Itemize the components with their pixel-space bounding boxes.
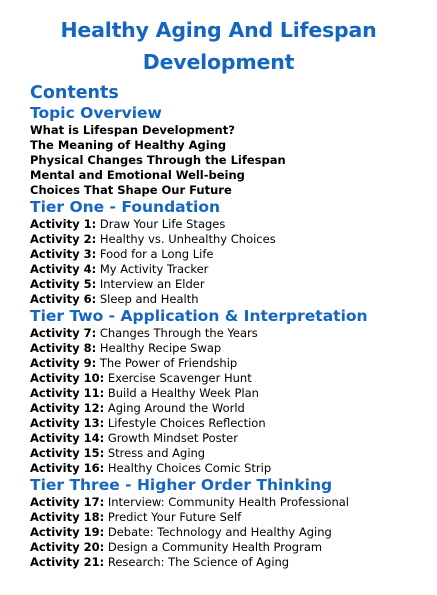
activity-label: Activity 17: — [30, 495, 105, 509]
table-of-contents — [30, 104, 430, 570]
activity-item — [30, 446, 430, 461]
activity-title: Predict Your Future Self — [107, 510, 242, 524]
activity-item — [30, 217, 430, 232]
activity-title: Healthy Choices Comic Strip — [107, 461, 272, 475]
activity-label: Activity 7: — [30, 326, 97, 340]
activity-item — [30, 540, 430, 555]
activity-title: Design a Community Health Program — [107, 540, 323, 554]
activity-item — [30, 277, 430, 292]
contents-heading: Contents — [30, 83, 119, 103]
section-heading-topic-overview: Topic Overview — [30, 104, 162, 122]
activity-label: Activity 12: — [30, 401, 105, 415]
activity-list — [30, 217, 430, 307]
activity-label: Activity 5: — [30, 277, 97, 291]
topic-item: Mental and Emotional Well-being — [30, 168, 245, 182]
activity-item — [30, 356, 430, 371]
activity-title: Debate: Technology and Healthy Aging — [107, 525, 332, 539]
section-heading-tier-two: Tier Two - Application & Interpretation — [30, 307, 368, 325]
activity-item — [30, 525, 430, 540]
activity-label: Activity 1: — [30, 217, 97, 231]
section-tier-two — [30, 307, 430, 476]
activity-title: The Power of Friendship — [99, 356, 238, 370]
activity-label: Activity 9: — [30, 356, 97, 370]
title-line-2: Development — [142, 50, 295, 74]
topic-list — [30, 123, 430, 198]
activity-item — [30, 416, 430, 431]
activity-label: Activity 13: — [30, 416, 105, 430]
activity-item — [30, 247, 430, 262]
document-title — [0, 14, 437, 78]
section-heading-tier-one: Tier One - Foundation — [30, 198, 221, 216]
activity-label: Activity 19: — [30, 525, 105, 539]
activity-title: Interview: Community Health Professional — [107, 495, 349, 509]
topic-item: What is Lifespan Development? — [30, 123, 235, 137]
activity-label: Activity 21: — [30, 555, 105, 569]
activity-title: My Activity Tracker — [99, 262, 209, 276]
topic-item: Choices That Shape Our Future — [30, 183, 232, 197]
activity-label: Activity 8: — [30, 341, 97, 355]
activity-label: Activity 3: — [30, 247, 97, 261]
activity-list — [30, 326, 430, 476]
activity-item — [30, 386, 430, 401]
activity-item — [30, 510, 430, 525]
activity-item — [30, 495, 430, 510]
activity-label: Activity 10: — [30, 371, 105, 385]
activity-item — [30, 555, 430, 570]
activity-title: Healthy vs. Unhealthy Choices — [99, 232, 276, 246]
activity-item — [30, 461, 430, 476]
activity-label: Activity 15: — [30, 446, 105, 460]
activity-item — [30, 262, 430, 277]
topic-item: The Meaning of Healthy Aging — [30, 138, 227, 152]
activity-item — [30, 431, 430, 446]
activity-list — [30, 495, 430, 570]
activity-title: Draw Your Life Stages — [99, 217, 226, 231]
activity-title: Healthy Recipe Swap — [99, 341, 222, 355]
activity-label: Activity 4: — [30, 262, 97, 276]
activity-title: Lifestyle Choices Reflection — [107, 416, 266, 430]
activity-label: Activity 16: — [30, 461, 105, 475]
activity-item — [30, 401, 430, 416]
activity-title: Build a Healthy Week Plan — [107, 386, 259, 400]
topic-item: Physical Changes Through the Lifespan — [30, 153, 286, 167]
activity-title: Interview an Elder — [99, 277, 205, 291]
activity-label: Activity 18: — [30, 510, 105, 524]
activity-label: Activity 6: — [30, 292, 97, 306]
activity-item — [30, 341, 430, 356]
activity-label: Activity 11: — [30, 386, 105, 400]
section-tier-one — [30, 198, 430, 307]
activity-title: Research: The Science of Aging — [107, 555, 290, 569]
section-tier-three — [30, 476, 430, 570]
section-heading-tier-three: Tier Three - Higher Order Thinking — [30, 476, 333, 494]
activity-title: Stress and Aging — [107, 446, 206, 460]
section-topic-overview — [30, 104, 430, 198]
activity-item — [30, 326, 430, 341]
activity-title: Aging Around the World — [107, 401, 245, 415]
activity-title: Food for a Long Life — [99, 247, 214, 261]
activity-label: Activity 14: — [30, 431, 105, 445]
activity-label: Activity 20: — [30, 540, 105, 554]
activity-title: Sleep and Health — [99, 292, 199, 306]
title-line-1: Healthy Aging And Lifespan — [60, 18, 377, 42]
activity-title: Changes Through the Years — [99, 326, 258, 340]
activity-title: Growth Mindset Poster — [107, 431, 238, 445]
activity-title: Exercise Scavenger Hunt — [107, 371, 252, 385]
activity-label: Activity 2: — [30, 232, 97, 246]
activity-item — [30, 371, 430, 386]
activity-item — [30, 292, 430, 307]
activity-item — [30, 232, 430, 247]
